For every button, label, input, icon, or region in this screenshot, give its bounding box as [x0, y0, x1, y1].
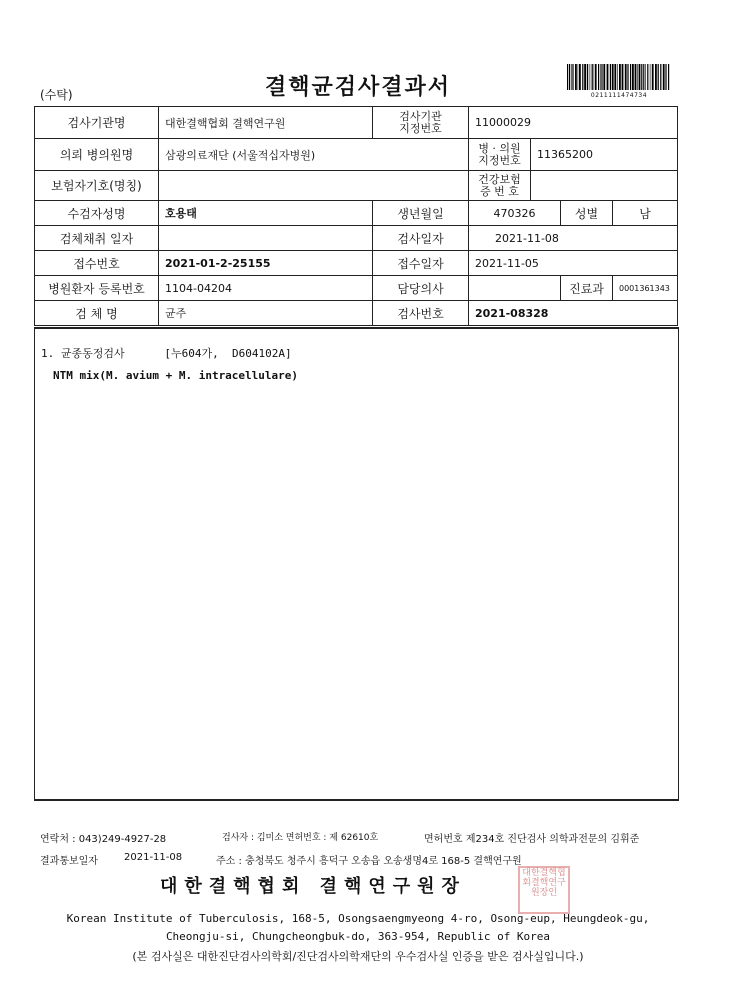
test-date-value: 2021-11-08: [469, 226, 678, 251]
receipt-no-label: 접수번호: [35, 251, 159, 276]
page-title: 결핵균검사결과서: [264, 75, 452, 100]
test-line: 1. 균종동정검사 [누604가, D604102A]: [41, 347, 292, 360]
barcode: [567, 64, 671, 90]
test-no-value: 2021-08328: [469, 301, 678, 326]
report-date-value: 2021-11-08: [124, 852, 183, 863]
health-insurance-value: [531, 171, 678, 201]
specimen-value: 균주: [159, 301, 373, 326]
patient-value: 호용태: [159, 201, 373, 226]
patient-label: 수검자성명: [35, 201, 159, 226]
doctor-label: 담당의사: [373, 276, 469, 301]
results-box: [34, 327, 679, 801]
contact-text: 연락처 : 043)249-4927-28: [40, 834, 167, 845]
reg-no-label: 병원환자 등록번호: [35, 276, 159, 301]
insurer-value: [159, 171, 469, 201]
birth-label: 생년월일: [373, 201, 469, 226]
collection-label: 검체채취 일자: [35, 226, 159, 251]
receipt-no-value: 2021-01-2-25155: [159, 251, 373, 276]
lab-code-value: 11000029: [469, 107, 678, 139]
hospital-code-value: 11365200: [531, 139, 678, 171]
dept-label: 진료과: [561, 276, 613, 301]
result-line: NTM mix(M. avium + M. intracellulare): [53, 369, 299, 382]
barcode-number: 0211111474734: [590, 92, 648, 99]
collection-value: [159, 226, 373, 251]
health-insurance-label: 건강보험 증 번 호: [469, 171, 531, 201]
lab-value: 대한결핵협회 결핵연구원: [159, 107, 373, 139]
lab-code-label: 검사기관 지정번호: [373, 107, 469, 139]
specimen-label: 검 체 명: [35, 301, 159, 326]
address-english-1: Korean Institute of Tuberculosis, 168-5, Osongsaengmyeong 4-ro, Osong-eup, Heungdeok-gu,: [66, 912, 650, 925]
organization-name: 대한결핵협회 결핵연구원장: [160, 876, 466, 897]
hospital-value: 삼광의료재단 (서울적십자병원): [159, 139, 469, 171]
sex-label: 성별: [561, 201, 613, 226]
insurer-label: 보험자기호(명칭): [35, 171, 159, 201]
birth-value: 470326: [469, 201, 561, 226]
report-date-label: 결과통보일자: [40, 856, 98, 867]
hospital-code-label: 병 · 의원 지정번호: [469, 139, 531, 171]
address-english-2: Cheongju-si, Chungcheongbuk-do, 363-954, Republic of Korea: [165, 930, 551, 943]
certification-note: (본 검사실은 대한진단검사의학회/진단검사의학재단의 우수검사실 인증을 받은 검사실입니다.): [132, 950, 584, 963]
dept-value: 00013613​43: [613, 276, 678, 301]
receipt-date-label: 접수일자: [373, 251, 469, 276]
test-date-label: 검사일자: [373, 226, 469, 251]
address-korean: 주소 : 충청북도 청주시 흥덕구 오송읍 오송생명4로 168-5 결핵연구원: [216, 856, 522, 867]
test-no-label: 검사번호: [373, 301, 469, 326]
reg-no-value: 1104-04204: [159, 276, 373, 301]
official-seal: 대한결핵협회결핵연구원장인: [518, 866, 570, 914]
examiner-text: 검사자 : 김미소 면허번호 : 제 62610호: [222, 833, 379, 843]
copy-label: (수탁): [40, 88, 73, 102]
patient-info-table: [34, 106, 678, 326]
lab-label: 검사기관명: [35, 107, 159, 139]
hospital-label: 의뢰 병의원명: [35, 139, 159, 171]
sex-value: 남: [613, 201, 678, 226]
specialist-text: 면허번호 제234호 진단검사 의학과전문의 김휘준: [424, 834, 640, 845]
receipt-date-value: 2021-11-05: [469, 251, 678, 276]
doctor-value: [469, 276, 561, 301]
